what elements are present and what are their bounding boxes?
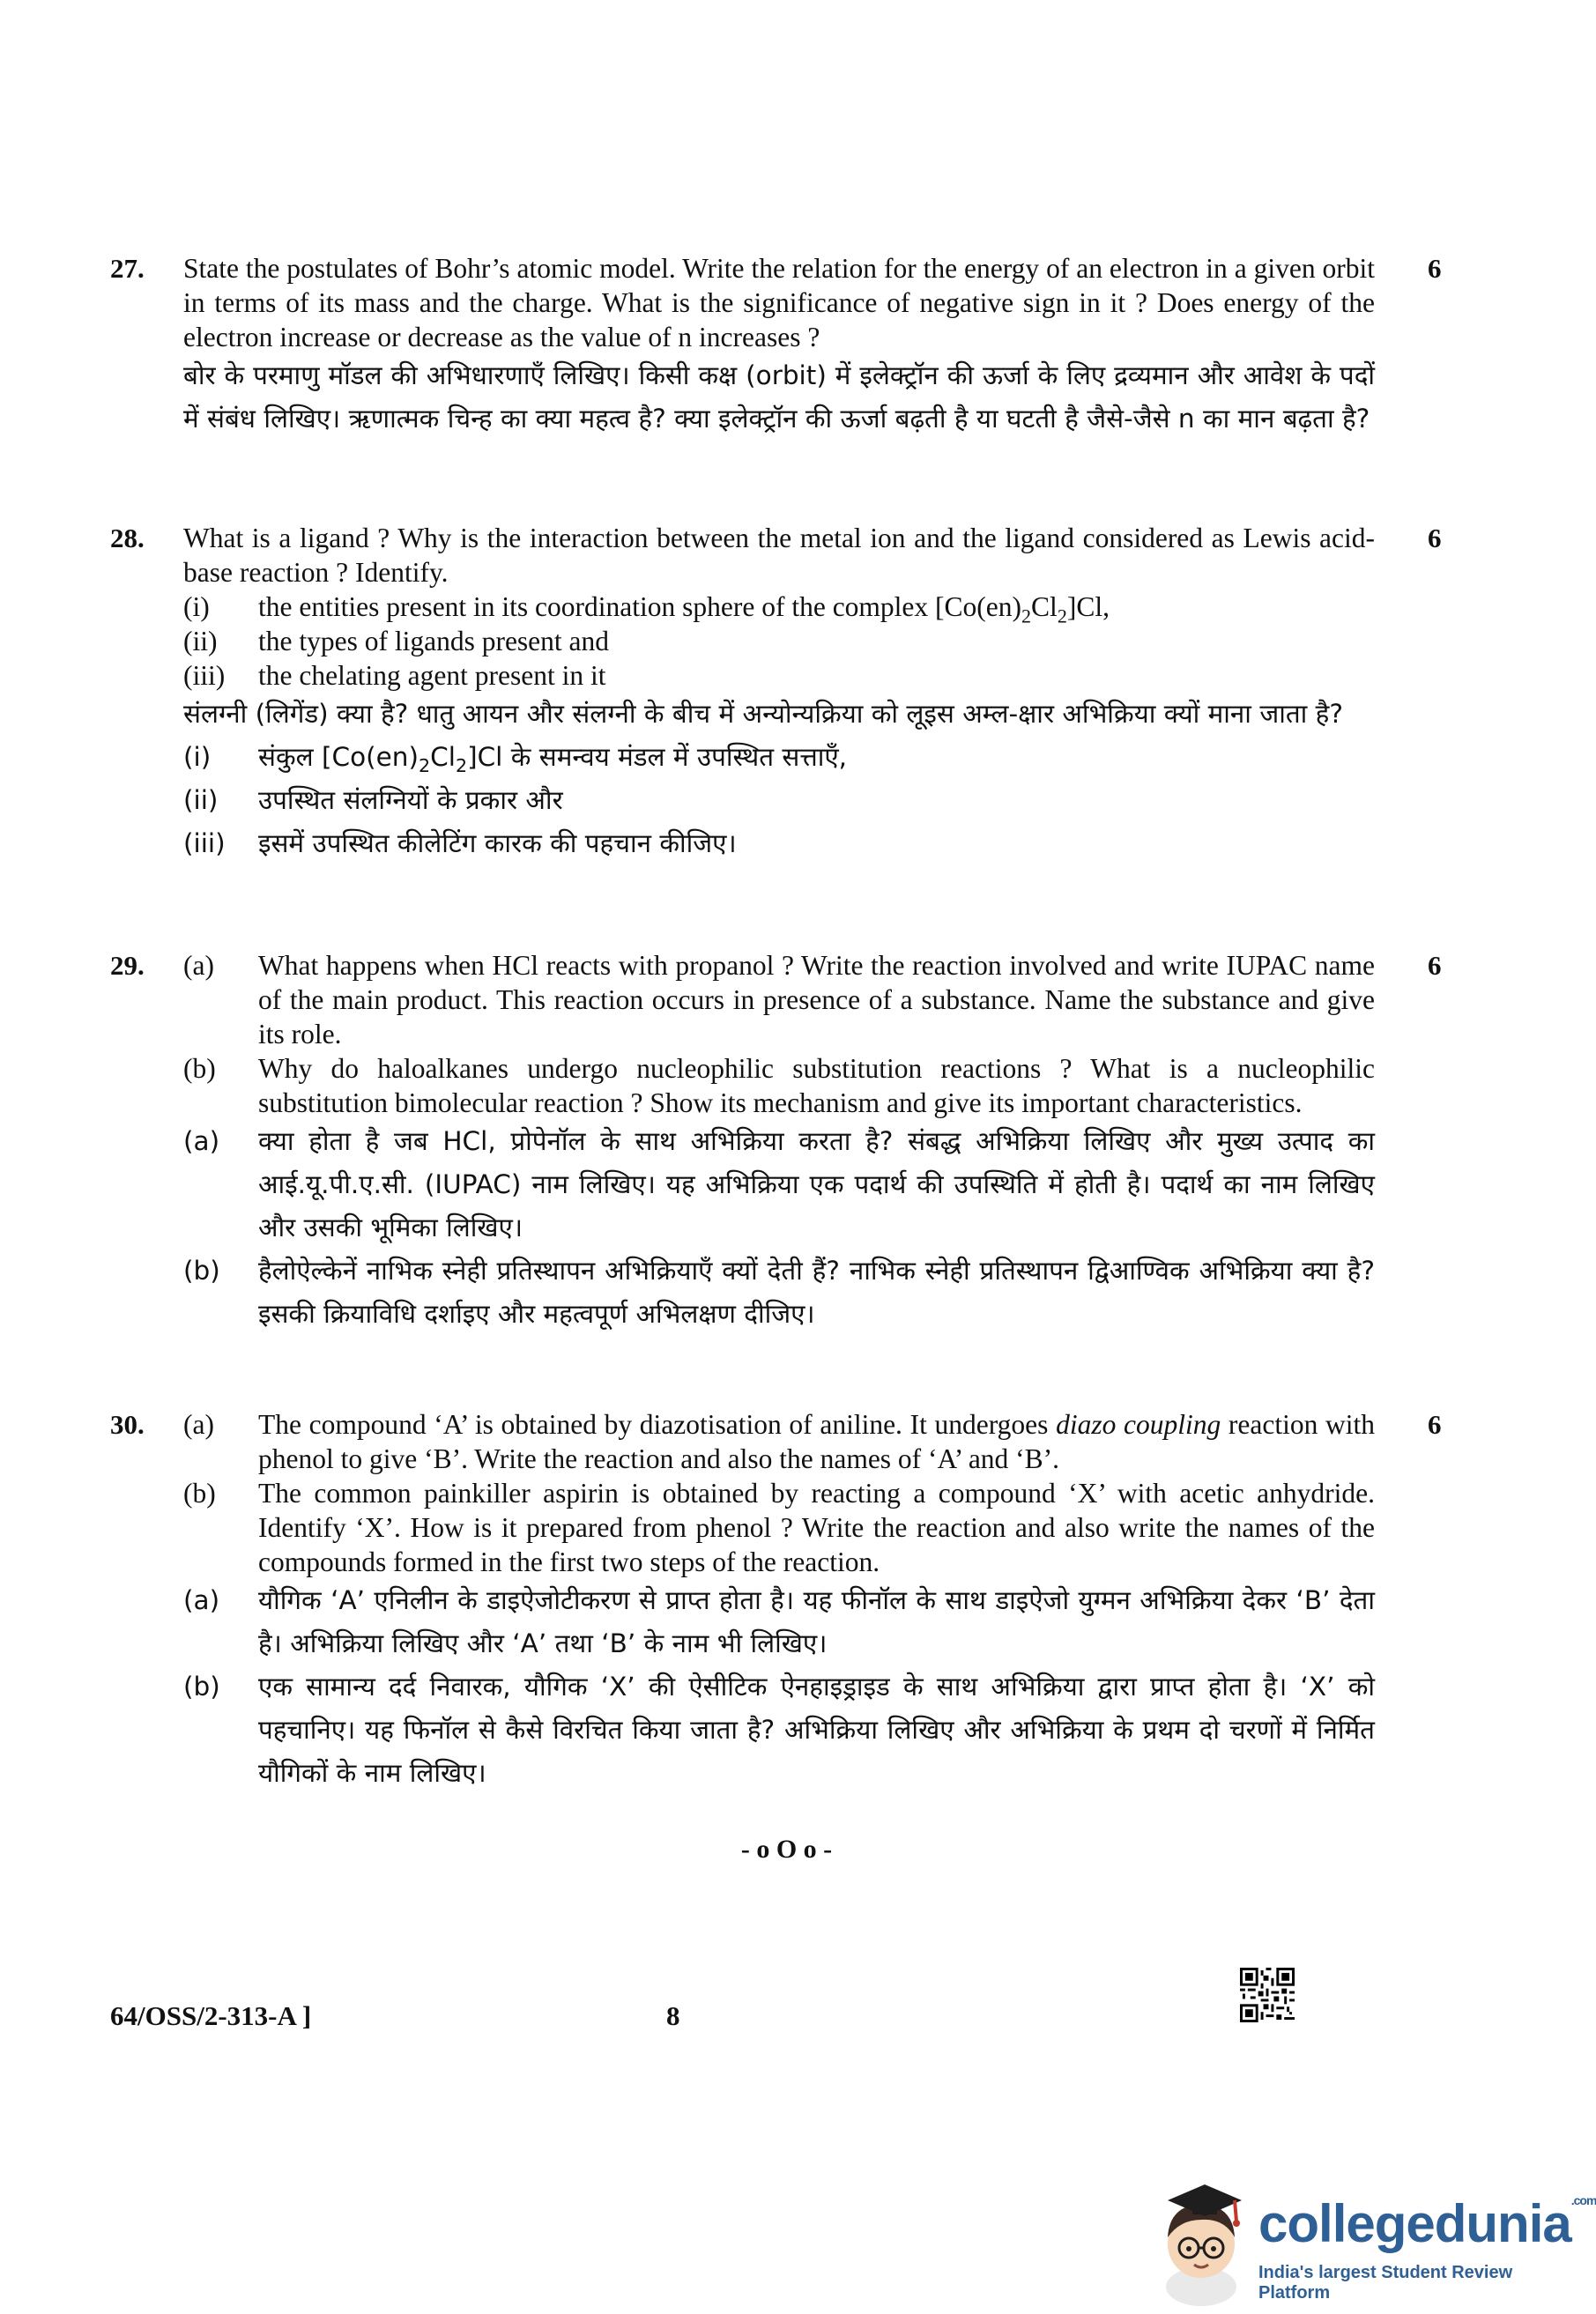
sub-item	[183, 1665, 1375, 1795]
collegedunia-brand	[1150, 2181, 1596, 2304]
sub-item	[183, 658, 1375, 693]
sub-item-text: the chelating agent present in it	[258, 660, 606, 691]
sub-item-text: उपस्थित संलग्नियों के प्रकार और	[258, 785, 563, 815]
sub-item	[183, 779, 1375, 822]
question-marks: 6	[1428, 523, 1442, 553]
sub-item-label: (b)	[183, 1053, 216, 1084]
brand-name: collegedunia$^{.com}$	[1258, 2193, 1596, 2253]
sub-item-text: the types of ligands present and	[258, 626, 610, 656]
sub-item	[183, 590, 1375, 627]
sub-item-text: हैलोऐल्केनें नाभिक स्नेही प्रतिस्थापन अभिक्रियाएँ क्यों देती हैं? नाभिक स्नेही प्रतिस्थापन द्विआण्विक अभिक्रिया क्या है? इसकी क्रियाविधि दर्शाइए और महत्वपूर्ण अभिलक्षण दीजिए।	[258, 1256, 1375, 1329]
end-of-paper-mark: - o O o -	[740, 1835, 833, 1864]
sub-item	[183, 1476, 1375, 1579]
qr-code-icon	[1240, 1968, 1295, 2022]
question-number: 27.	[110, 253, 145, 284]
sub-item	[183, 948, 1375, 1051]
sub-item-label: (ii)	[183, 785, 219, 815]
sub-item	[183, 1407, 1375, 1476]
question-number: 28.	[110, 523, 145, 553]
question-body	[183, 251, 1375, 441]
sub-item-label: (iii)	[183, 660, 226, 691]
question-marks: 6	[1428, 1409, 1442, 1440]
sub-item	[183, 624, 1375, 658]
sub-item-text: Why do haloalkanes undergo nucleophilic substitution reactions ? What is a nucleophilic substitution bimolecular reaction ? Show its mechanism and give its important characteristics.	[258, 1053, 1375, 1118]
page-number: 8	[666, 2000, 680, 2031]
sub-item-label: (a)	[183, 950, 214, 981]
sub-item-label: (ii)	[183, 626, 218, 656]
sub-item	[183, 1250, 1375, 1336]
sub-item-text: What happens when HCl reacts with propanol ? Write the reaction involved and write IUPAC name of the main product. This reaction occurs in presence of a substance. Name the substance and give its role.	[258, 950, 1375, 1049]
sub-item-label: (i)	[183, 742, 212, 772]
question-body	[183, 948, 1375, 1336]
sub-item	[183, 1120, 1375, 1250]
sub-item-label: (a)	[183, 1409, 214, 1440]
question-number: 29.	[110, 950, 145, 981]
sub-item	[183, 736, 1375, 779]
question-text-en: State the postulates of Bohr’s atomic model. Write the relation for the energy of an electron in a given orbit in terms of its mass and the charge. What is the significance of negative sign in it ? Does energy of the electron increase or decrease as the value of n increases ?	[183, 253, 1375, 352]
question-text-en: What is a ligand ? Why is the interaction between the metal ion and the ligand considered as Lewis acid-base reaction ? Identify.	[183, 523, 1375, 588]
sub-item	[183, 822, 1375, 865]
sub-item-label: (b)	[183, 1672, 220, 1702]
sub-item-label: (i)	[183, 591, 210, 622]
sub-item-label: (a)	[183, 1126, 220, 1156]
question-marks: 6	[1428, 253, 1442, 284]
sub-item	[183, 1579, 1375, 1665]
question-body	[183, 521, 1375, 865]
brand-tagline: India's largest Student Review Platform	[1258, 2263, 1513, 2303]
question-marks: 6	[1428, 950, 1442, 981]
sub-item-label: (b)	[183, 1256, 220, 1286]
question-text-hi: संलग्नी (लिगेंड) क्या है? धातु आयन और संलग्नी के बीच में अन्योन्यक्रिया को लूइस अम्ल-क्षार अभिक्रिया क्यों माना जाता है?	[183, 699, 1344, 729]
sub-item-text: एक सामान्य दर्द निवारक, यौगिक ‘X’ की ऐसीटिक ऐनहाइड्राइड के साथ अभिक्रिया द्वारा प्राप्त होता है। ‘X’ को पहचानिए। यह फिनॉल से कैसे विरचित किया जाता है? अभिक्रिया लिखिए और अभिक्रिया के प्रथम दो चरणों में निर्मित यौगिकों के नाम लिखिए।	[258, 1672, 1375, 1788]
sub-item-text: यौगिक ‘A’ एनिलीन के डाइऐजोटीकरण से प्राप्त होता है। यह फीनॉल के साथ डाइऐजो युग्मन अभिक्रिया देकर ‘B’ देता है। अभिक्रिया लिखिए और ‘A’ तथा ‘B’ के नाम भी लिखिए।	[258, 1585, 1375, 1658]
sub-item	[183, 1051, 1375, 1120]
question-number: 30.	[110, 1409, 145, 1440]
sub-item-label: (iii)	[183, 828, 226, 858]
question-text-hi: बोर के परमाणु मॉडल की अभिधारणाएँ लिखिए। किसी कक्ष (orbit) में इलेक्ट्रॉन की ऊर्जा के लिए द्रव्यमान और आवेश के पदों में संबंध लिखिए। ऋणात्मक चिन्ह का क्या महत्व है? क्या इलेक्ट्रॉन की ऊर्जा बढ़ती है या घटती है जैसे-जैसे n का मान बढ़ता है?	[183, 360, 1375, 434]
sub-item-label: (b)	[183, 1478, 216, 1509]
sub-item-text: The compound ‘A’ is obtained by diazotisation of aniline. It undergoes diazo coupling reaction with phenol to give ‘B’. Write the reaction and also the names of ‘A’ and ‘B’.	[258, 1409, 1375, 1474]
sub-item-text: The common painkiller aspirin is obtained by reacting a compound ‘X’ with acetic anhydride. Identify ‘X’. How is it prepared from phenol ? Write the reaction and also write the names of the compounds formed in the first two steps of the reaction.	[258, 1478, 1375, 1577]
sub-item-text: संकुल $[Co(en)_2Cl_2]Cl$ के समन्वय मंडल में उपस्थित सत्ताएँ,	[258, 742, 848, 776]
sub-item-text: the entities present in its coordination sphere of the complex $[Co(en)_2Cl_2]Cl$,	[258, 591, 1110, 627]
question-body	[183, 1407, 1375, 1795]
student-mascot-icon	[1150, 2181, 1251, 2304]
sub-item-text: क्या होता है जब HCl, प्रोपेनॉल के साथ अभिक्रिया करता है? संबद्ध अभिक्रिया लिखिए और मुख्य उत्पाद का आई.यू.पी.ए.सी. (IUPAC) नाम लिखिए। यह अभिक्रिया एक पदार्थ की उपस्थिति में होती है। पदार्थ का नाम लिखिए और उसकी भूमिका लिखिए।	[258, 1126, 1375, 1242]
paper-code: 64/OSS/2-313-A ]	[110, 2000, 312, 2031]
brand-domain: .com	[1570, 2193, 1596, 2207]
sub-item-text: इसमें उपस्थित कीलेटिंग कारक की पहचान कीजिए।	[258, 828, 737, 858]
sub-item-label: (a)	[183, 1585, 220, 1615]
